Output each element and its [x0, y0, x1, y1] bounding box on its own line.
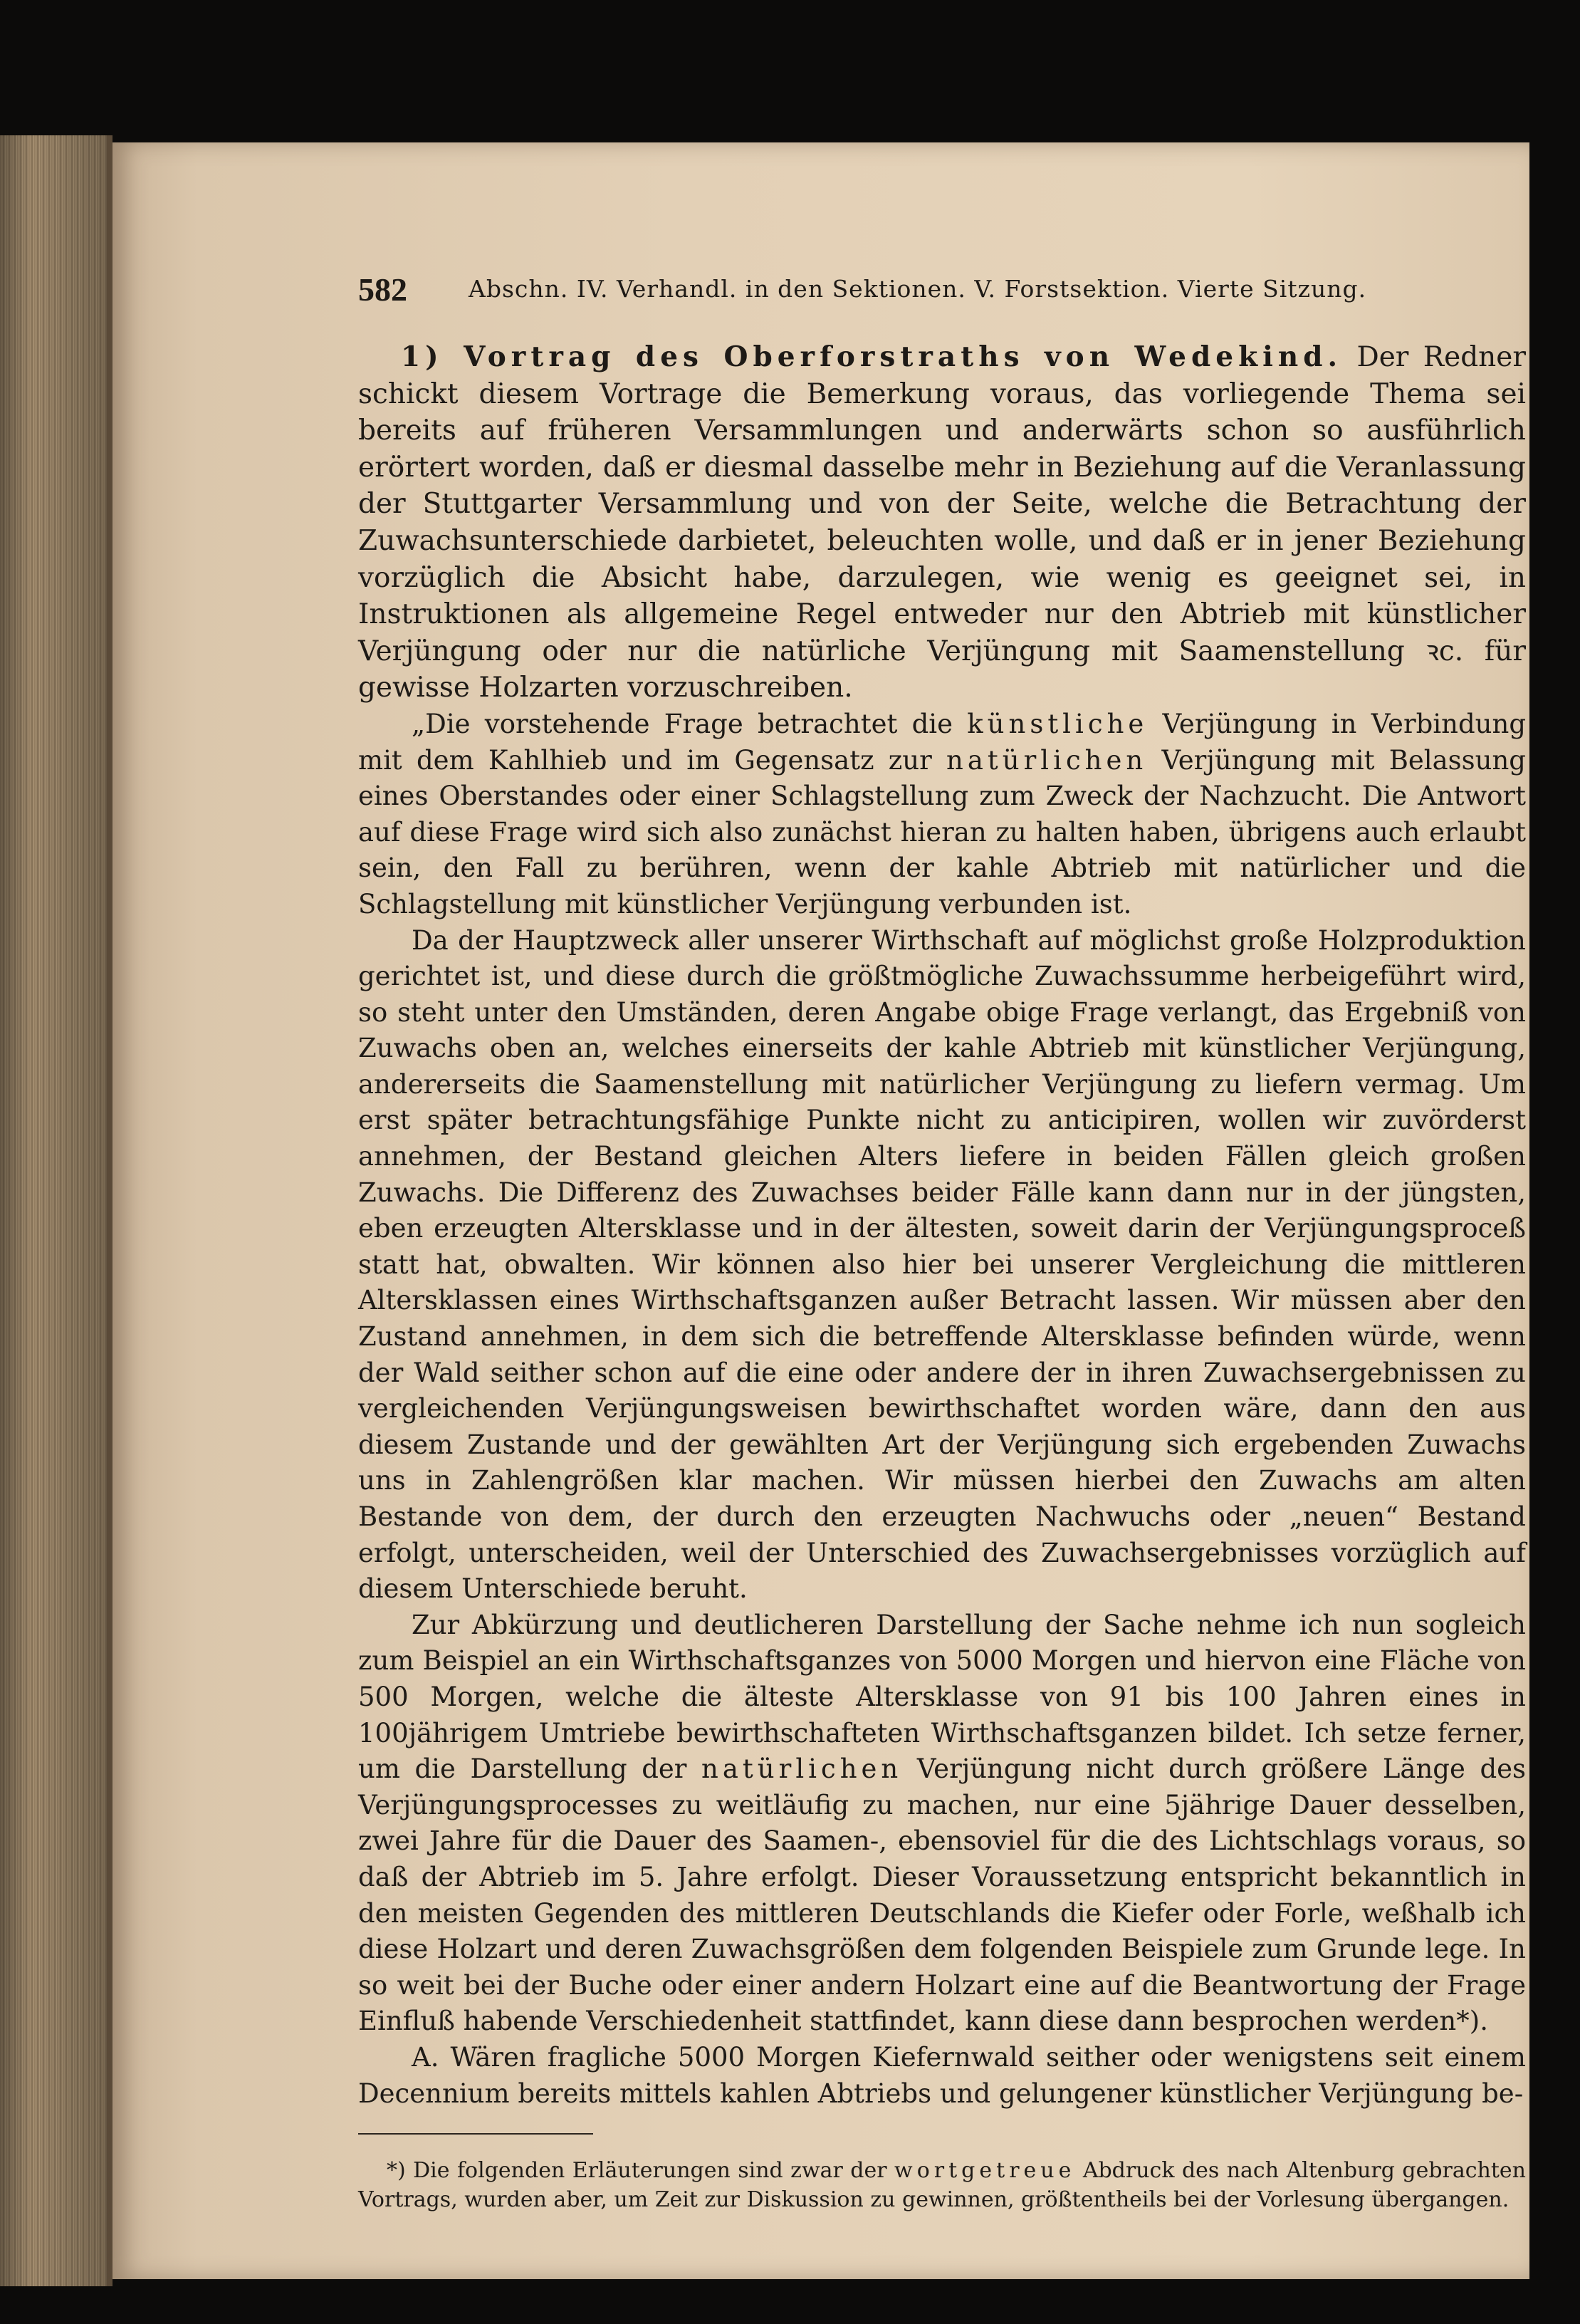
paragraph-2-part-c: Verjüngung in Verbindung mit dem Kahlhieb und im Gegensatz zur: [358, 708, 1527, 776]
paragraph-4-emphasis: natürlichen: [701, 1754, 903, 1785]
page-header: [358, 271, 1526, 313]
book-page-edges: [0, 135, 113, 2286]
paragraph-2: [358, 707, 1526, 923]
book-page: [113, 142, 1529, 2279]
paragraph-2-part-a: „Die vorstehende Frage betrachtet die: [412, 708, 953, 739]
paragraph-1: [358, 339, 1526, 707]
paragraph-2-part-e: Verjüngung mit Belassung eines Oberstandes oder einer Schlagstellung zum Zweck der Nachzucht. Die Antwort auf diese Frage wird sich also zunächst hieran zu halten haben, übrigens auch erlaubt sein, den Fall zu berühren, wenn der kahle Abtrieb mit natürlicher und die Schlagstellung mit künstlicher Verjüngung verbunden ist.: [358, 744, 1526, 919]
paragraph-1-text: Der Redner schickt diesem Vortrage die Bemerkung voraus, das vorliegende Thema sei bereits auf früheren Versammlungen und anderwärts schon so ausführlich erörtert worden, daß er diesmal dasselbe mehr in Beziehung auf die Veranlassung der Stuttgarter Versammlung und von der Seite, welche die Betrachtung der Zuwachsunterschiede darbietet, beleuchten wolle, und daß er in jener Beziehung vorzüglich die Absicht habe, darzulegen, wie wenig es geeignet sei, in Instruktionen als allgemeine Regel entweder nur den Abtrieb mit künstlicher Verjüngung oder nur die natürliche Verjüngung mit Saamenstellung ꝛc. für gewisse Holzarten vorzuschreiben.: [358, 341, 1526, 704]
footnote-part-a: *) Die folgenden Erläuterungen sind zwar der: [387, 2158, 887, 2184]
footnote: [358, 2156, 1526, 2214]
paragraph-2-emphasis-2: natürlichen: [946, 744, 1148, 776]
paragraph-4: [358, 1607, 1526, 2040]
lecture-heading: 1) Vortrag des Oberforstraths von Wedekind.: [401, 340, 1343, 373]
page-number: 582: [358, 271, 407, 308]
running-head: Abschn. IV. Verhandl. in den Sektionen. V. Forstsektion. Vierte Sitzung.: [469, 275, 1367, 303]
paragraph-4-part-c: Verjüngung nicht durch größere Länge des Verjüngungsprocesses zu weitläufig zu machen, nur eine 5jährige Dauer desselben, zwei Jahre für die Dauer des Saamen-, ebensoviel für die des Lichtschlags voraus, so daß der Abtrieb im 5. Jahre erfolgt. Dieser Voraussetzung entspricht bekanntlich in den meisten Gegenden des mittleren Deutschlands die Kiefer oder Forle, weßhalb ich diese Holzart und deren Zuwachsgrößen dem folgenden Beispiele zum Grunde lege. In so weit bei der Buche oder einer andern Holzart eine auf die Beantwortung der Frage Einfluß habende Verschiedenheit stattfindet, kann diese dann besprochen werden*).: [358, 1754, 1527, 2037]
page-content: [358, 271, 1526, 2236]
paragraph-3: Da der Hauptzweck aller unserer Wirthschaft auf möglichst große Holzproduktion gerichtet ist, und diese durch die größtmögliche Zuwachssumme herbeigeführt wird, so steht unter den Umständen, deren Angabe obige Frage verlangt, das Ergebniß von Zuwachs oben an, welches einerseits der kahle Abtrieb mit künstlicher Verjüngung, andererseits die Saamenstellung mit natürlicher Verjüngung zu liefern vermag. Um erst später betrachtungsfähige Punkte nicht zu anticipiren, wollen wir zuvörderst annehmen, der Bestand gleichen Alters liefere in beiden Fällen gleich großen Zuwachs. Die Differenz des Zuwachses beider Fälle kann dann nur in der jüngsten, eben erzeugten Altersklasse und in der ältesten, soweit darin der Verjüngungsproceß statt hat, obwalten. Wir können also hier bei unserer Vergleichung die mittleren Altersklassen eines Wirthschaftsganzen außer Betracht lassen. Wir müssen aber den Zustand annehmen, in dem sich die betreffende Altersklasse befinden würde, wenn der Wald seither schon auf die eine oder andere der in ihren Zuwachsergebnissen zu vergleichenden Verjüngungsweisen bewirthschaftet worden wäre, dann den aus diesem Zustande und der gewählten Art der Verjüngung sich ergebenden Zuwachs uns in Zahlengrößen klar machen. Wir müssen hierbei den Zuwachs am alten Bestande von dem, der durch den erzeugten Nachwuchs oder „neuen“ Bestand erfolgt, unterscheiden, weil der Unterschied des Zuwachsergebnisses vorzüglich auf diesem Unterschiede beruht.: [358, 924, 1526, 1605]
paragraph-2-emphasis-1: künstliche: [967, 708, 1149, 739]
footnote-part-c: Abdruck des nach Altenburg gebrachten Vortrags, wurden aber, um Zeit zur Diskussion zu gewinnen, größtentheils bei der Vorlesung übergangen.: [358, 2158, 1527, 2213]
footnote-divider: [358, 2133, 593, 2135]
paragraph-5: A. Wären fragliche 5000 Morgen Kiefernwald seither oder wenigstens seit einem Decennium bereits mittels kahlen Abtriebs und gelungener künstlicher Verjüngung be-: [358, 2041, 1526, 2109]
footnote-emphasis: wortgetreue: [894, 2158, 1076, 2184]
paragraph-4-part-a: Zur Abkürzung und deutlicheren Darstellung der Sache nehme ich nun sogleich zum Beispiel an ein Wirthschaftsganzes von 5000 Morgen und hiervon eine Fläche von 500 Morgen, welche die älteste Altersklasse von 91 bis 100 Jahren eines in 100jährigem Umtriebe bewirthschafteten Wirthschaftsganzen bildet. Ich setze ferner, um die Darstellung der: [358, 1609, 1526, 1785]
